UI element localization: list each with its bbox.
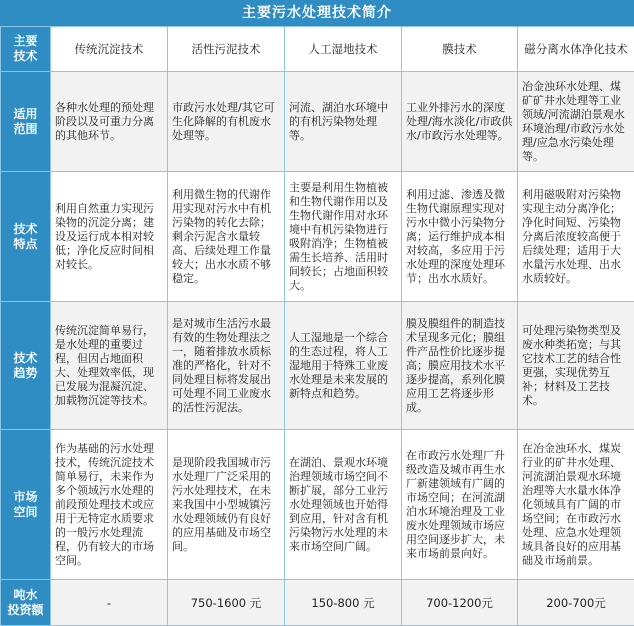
row-header: 技术 趋势 xyxy=(1,302,51,430)
table-cell: 作为基础的污水处理技术，传统沉淀技术简单易行，未来作为多个领域污水处理的前段预处理技术或应用于无特定水质要求的一般污水处理流程，仍有较大的市场空间。 xyxy=(51,430,168,580)
tech-comparison-table xyxy=(0,26,634,626)
table-cell: 在湖泊、景观水环境治理领域市场空间不断扩展，部分工业污水处理领域也开始得到应用，针对含有机污染物污水处理的未来市场空间广阔。 xyxy=(285,430,402,580)
table-cell: 在市政污水处理厂升级改造及城市再生水厂新建领域有广阔的市场空间；在河流湖泊水环境治理及工业废水处理领域市场应用空间逐步扩大，未来市场前景向好。 xyxy=(402,430,518,580)
table-cell: 膜及膜组件的制造技术呈现多元化；膜组件产品性价比逐步提高；膜应用技术水平逐步提高，系列化膜应用工艺将逐步形成。 xyxy=(402,302,518,430)
column-header: 活性污泥技术 xyxy=(168,27,285,72)
table-cell: 河流、湖泊水环境中的有机污染物处理等。 xyxy=(285,72,402,172)
table-cell: 利用过滤、渗透及微生物代谢原理实现对污水中微小污染物分离；运行维护成本相对较高，多应用于污水处理的深度处理环节；出水水质好。 xyxy=(402,172,518,302)
investment-value: 700-1200元 xyxy=(402,580,518,626)
column-header: 人工湿地技术 xyxy=(285,27,402,72)
investment-value: 150-800 元 xyxy=(285,580,402,626)
table-cell: 人工湿地是一个综合的生态过程，将人工湿地用于特殊工业废水处理是未来发展的新特点和趋势。 xyxy=(285,302,402,430)
column-header: 膜技术 xyxy=(402,27,518,72)
column-header: 传统沉淀技术 xyxy=(51,27,168,72)
row-header: 技术 特点 xyxy=(1,172,51,302)
table-cell: 是对城市生活污水最有效的生物处理法之一，随着排放水质标准的严格化，针对不同处理目标将发展出可处理不同工业废水的活性污泥法。 xyxy=(168,302,285,430)
investment-value: 200-700元 xyxy=(518,580,634,626)
corner-header: 主要 技术 xyxy=(1,27,51,72)
table-cell: 利用磁吸附对污染物实现主动分离净化；净化时间短、污染物分离后浓度较高便于后续处理；适用于大水量污水处理、出水水质较好。 xyxy=(518,172,634,302)
table-cell: 可处理污染物类型及废水种类拓宽；与其它技术工艺的结合性更强，实现优势互补；材料及工艺技术。 xyxy=(518,302,634,430)
header-row xyxy=(1,27,634,72)
table-cell: 各种水处理的预处理阶段以及可重力分离的其他环节。 xyxy=(51,72,168,172)
table-row xyxy=(1,430,634,580)
row-header: 市场 空间 xyxy=(1,430,51,580)
column-header: 磁分离水体净化技术 xyxy=(518,27,634,72)
table-cell: 利用自然重力实现污染物的沉淀分离；建设及运行成本相对较低；净化反应时间相对较长。 xyxy=(51,172,168,302)
table-row xyxy=(1,72,634,172)
table-cell: 传统沉淀简单易行，是水处理的重要过程，但因占地面积大、处理效率低，现已发展为混凝沉淀、加载物沉淀等技术。 xyxy=(51,302,168,430)
table-cell: 工业外排污水的深度处理/海水淡化/市政供水/市政污水处理等。 xyxy=(402,72,518,172)
table-cell: 在冶金浊环水、煤炭行业的矿井水处理、河流湖泊景观水环境治理等大水量水体净化领域具有广阔的市场空间；在市政污水处理、应急水处理领域具备良好的应用基础及市场前景。 xyxy=(518,430,634,580)
table-row xyxy=(1,172,634,302)
row-header: 适用 范围 xyxy=(1,72,51,172)
table-row xyxy=(1,302,634,430)
table-cell: 主要是利用生物植被和生物代谢作用以及生物代谢作用对水环境中有机污染物进行吸附消净；生物植被需生长培养、活用时间较长；占地面积较大。 xyxy=(285,172,402,302)
table-cell: 是现阶段我国城市污水处理厂广泛采用的污水处理技术，在未来我国中小型城镇污水处理领域仍有良好的应用基础及市场空间。 xyxy=(168,430,285,580)
table-cell: 利用微生物的代谢作用实现对污水中有机污染物的转化去除；剩余污泥含水量较高、后续处理工作量较大；出水水质不够稳定。 xyxy=(168,172,285,302)
table-cell: 市政污水处理/其它可生化降解的有机废水处理等。 xyxy=(168,72,285,172)
investment-value: - xyxy=(51,580,168,626)
investment-row xyxy=(1,580,634,626)
row-header: 吨水 投资额 xyxy=(1,580,51,626)
table-cell: 冶金浊环水处理、煤矿矿井水处理等工业领域/河流湖泊景观水环境治理/市政污水处理/应急水污染处理等。 xyxy=(518,72,634,172)
investment-value: 750-1600 元 xyxy=(168,580,285,626)
table-title: 主要污水处理技术简介 xyxy=(0,0,634,26)
